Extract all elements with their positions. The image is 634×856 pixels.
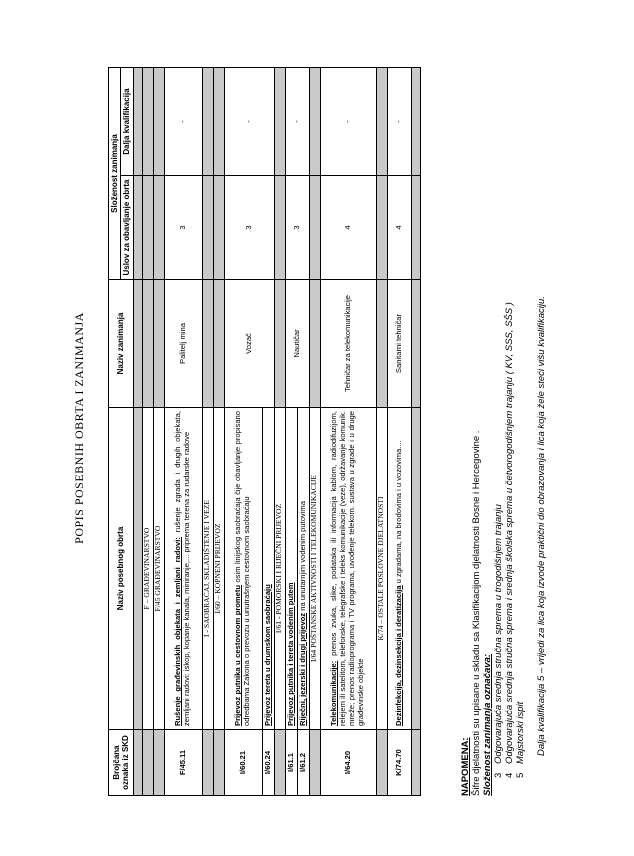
section-row-f45 [153, 68, 164, 796]
row-name: Dezinfekcija, dezinsekcija i deratizacija u zgradama, na brodovima i u vozovima.... [387, 408, 411, 730]
row-name: Prijevoz tereta u drumskom saobraćaju [262, 408, 274, 730]
section-k74: K/74 – OSTALE POSLOVNE DJELATNOSTI [376, 408, 387, 730]
notes-item: 5Majstorski ispit [515, 701, 526, 778]
row-name: Prijevoz putnika u cestovnom prometu osim linijskog saobraćaja čije obavljanje propisano odredbama Zakona o prevozu u unutrašnjem cestovnom saobraćaju [224, 408, 262, 730]
row-requirement: 4 [387, 176, 411, 280]
section-row-i60 [213, 68, 224, 796]
section-f: F – GRAĐEVINARSTVO [142, 408, 153, 730]
table-row [387, 68, 411, 796]
row-requirement: 3 [164, 176, 202, 280]
row-code: I/64.20 [320, 730, 376, 796]
section-i64: I/64 POŠTANSKE AKTIVNOSTI I TELEKOMUNIKACIJE [309, 408, 320, 730]
row-code: I/61.1 [285, 730, 297, 796]
row-occupation: Sanitarni tehničar [387, 280, 411, 408]
table-row [320, 68, 376, 796]
row-occupation: Palitelj mina [164, 280, 202, 408]
header-row [109, 68, 121, 796]
row-occupation: Vozač [224, 280, 274, 408]
header-complexity: Složenost zanimanja [109, 68, 121, 280]
row-requirement: 4 [320, 176, 376, 280]
row-code: I/60.21 [224, 730, 262, 796]
section-i60: I/60 – KOPNENI PRIJEVOZ [213, 408, 224, 730]
row-occupation: Tehničar za telekomunikacije [320, 280, 376, 408]
row-name: Rušenje građevinskih objekata i zemljani radovi: rušenje zgrada i drugih objekata, zemljani radovi: iskop, kopanje kanala, miniranje,... priprema terena za rudarske radove [164, 408, 202, 730]
row-code: I/60.24 [262, 730, 274, 796]
row-further: - [224, 68, 274, 176]
header-code: Brojčana oznaka iz SKD [109, 730, 134, 796]
row-further: - [164, 68, 202, 176]
section-row-i64 [309, 68, 320, 796]
notes-footnote: Dalja kvalifikacija 5 – vrijedi za lica koja izvode praktični dio obrazovanja i lica koja žele steći višu kvalifikaciju. [536, 296, 547, 756]
notes-item: 3Odgovarajuća srednja stručna sprema u trogodišnjem trajanju [493, 504, 504, 778]
row-further: - [387, 68, 411, 176]
trades-table [108, 67, 421, 796]
row-further: - [285, 68, 309, 176]
header-name: Naziv posebnog obrta [109, 408, 134, 730]
row-name: Telekomunikacije: prenos zvuka, slike, podataka ili informacija kablom, radiodifuzijom, relejem ili satelitom, telefonske, telegrafske i teleks komunikacije (veze), održavanje komunik. mreže; prenos radioprograma i TV programa, uvođenje telekom. sustava u zgrade i u druge građevinske objekte [320, 408, 376, 730]
row-code: F/45.11 [164, 730, 202, 796]
row-name: Riječni, jezerski i drugi prijevoz na unutarnjim vodenim putovima [297, 408, 309, 730]
separator-row [133, 68, 142, 796]
section-row-k74 [376, 68, 387, 796]
section-f45: F/45 GRAĐEVINARSTVO [153, 408, 164, 730]
row-code: I/61.2 [297, 730, 309, 796]
row-requirement: 3 [285, 176, 309, 280]
row-occupation: Nautičar [285, 280, 309, 408]
header-further: Dalja kvalifikacija [121, 68, 133, 176]
section-row-f [142, 68, 153, 796]
notes-line: Šifre djelatnosti su upisane u skladu sa Klasifikacijom djelatnosti Bosne i Hercegovine . [471, 430, 482, 796]
section-row-i [202, 68, 213, 796]
header-occupation: Naziv zanimanja [109, 280, 134, 408]
section-i: I - SAOBRAĆAJ, SKLADIŠTENJE I VEZE [202, 408, 213, 730]
notes-subheading: Složenost zanimanja označava: [482, 653, 493, 796]
section-i61: I/61 - POMORSKI I RIJEČNI PRIJEVOZ [274, 408, 285, 730]
document-title: POPIS POSEBNIH OBRTA I ZANIMANJA [72, 312, 86, 544]
table-row [224, 68, 262, 796]
notes-heading: NAPOMENA: [460, 737, 471, 796]
row-further: - [320, 68, 376, 176]
table-row [285, 68, 297, 796]
notes-block [460, 56, 547, 796]
row-requirement: 3 [224, 176, 274, 280]
notes-item: 4Odgovarajuća srednja stručna sprema i srednja školska sprema u četvorogodišnjem trajanju ( KV, SSS, SŠS ) [504, 302, 515, 778]
table-row [164, 68, 202, 796]
row-name: Prijevoz putnika i tereta vodenim putem [285, 408, 297, 730]
header-requirement: Uslov za obavljanje obrta [121, 176, 133, 280]
separator-row [411, 68, 420, 796]
section-row-i61 [274, 68, 285, 796]
row-code: K/74.70 [387, 730, 411, 796]
